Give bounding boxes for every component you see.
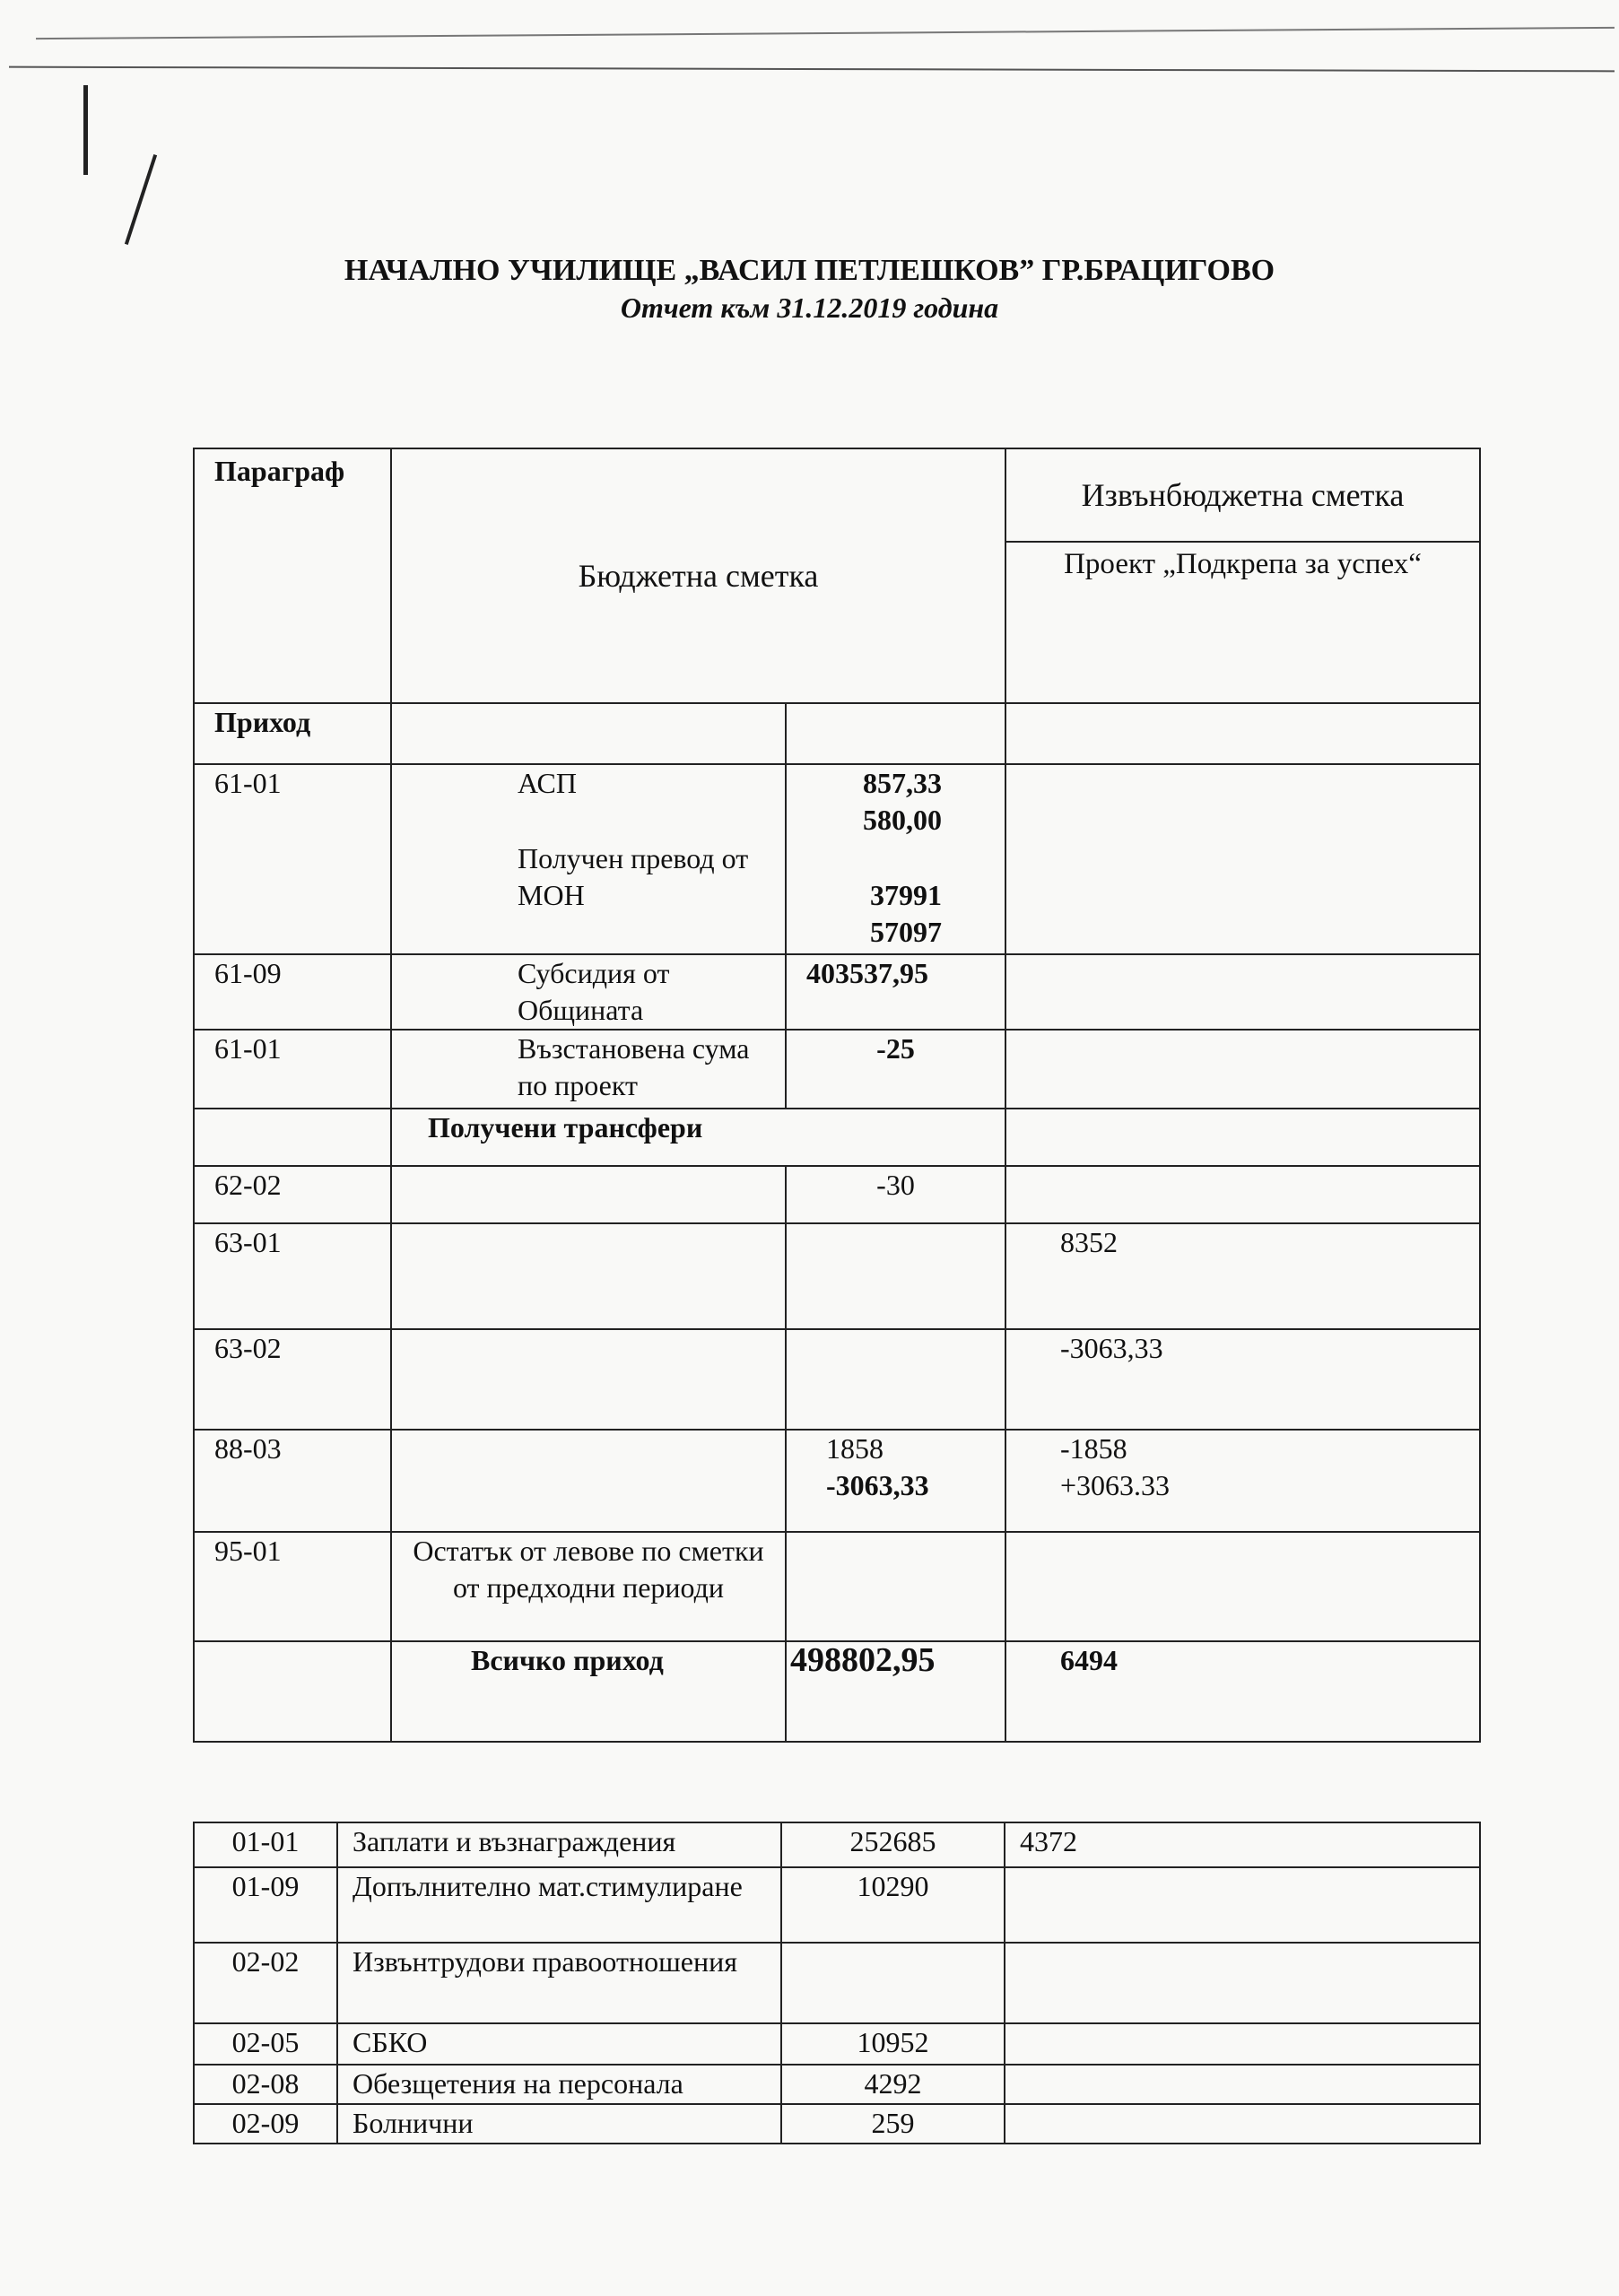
row-value: -3063,33 bbox=[826, 1469, 929, 1501]
table-row bbox=[194, 1867, 1480, 1943]
row-extra-value: -1858 bbox=[1060, 1432, 1127, 1465]
row-code: 63-01 bbox=[194, 1223, 391, 1329]
row-value: 580,00 bbox=[863, 804, 942, 836]
empty-cell bbox=[786, 1223, 1005, 1329]
row-label: Получени трансфери bbox=[391, 1109, 1005, 1166]
row-extra-value bbox=[1005, 1867, 1480, 1943]
table-row bbox=[194, 764, 1480, 954]
row-budget-value: 10952 bbox=[781, 2023, 1005, 2065]
empty-cell bbox=[1005, 1532, 1480, 1641]
row-budget-value: 4292 bbox=[781, 2065, 1005, 2104]
table-row bbox=[194, 2023, 1480, 2065]
row-code: 62-02 bbox=[194, 1166, 391, 1223]
table-row bbox=[194, 1166, 1480, 1223]
row-value: 37991 bbox=[870, 879, 942, 911]
empty-cell bbox=[391, 1166, 786, 1223]
total-income-value: 498802,95 bbox=[786, 1641, 1005, 1742]
row-extra-value bbox=[1005, 2023, 1480, 2065]
school-title: НАЧАЛНО УЧИЛИЩЕ „ВАСИЛ ПЕТЛЕШКОВ” ГР.БРАЦИГОВО bbox=[344, 254, 1275, 287]
scan-mark bbox=[83, 85, 88, 175]
row-value: 857,33 bbox=[863, 767, 942, 799]
row-label: Остатък от левове по сметки от предходни периоди bbox=[391, 1532, 786, 1641]
empty-cell bbox=[391, 1329, 786, 1430]
row-code: 61-01 bbox=[194, 1030, 391, 1109]
empty-cell bbox=[1005, 764, 1480, 954]
table-row bbox=[194, 1329, 1480, 1430]
row-label: Получен превод от МОН bbox=[518, 842, 749, 911]
row-value: 403537,95 bbox=[786, 954, 1005, 1030]
row-value: -25 bbox=[786, 1030, 1005, 1109]
empty-cell bbox=[786, 1329, 1005, 1430]
empty-cell bbox=[1005, 703, 1480, 764]
row-code: 01-01 bbox=[194, 1822, 337, 1867]
table-row bbox=[194, 954, 1480, 1030]
empty-cell bbox=[1005, 1030, 1480, 1109]
expense-table bbox=[193, 1822, 1481, 2144]
row-value: 1858 bbox=[826, 1432, 883, 1465]
row-label: Заплати и възнаграждения bbox=[337, 1822, 781, 1867]
table-row bbox=[194, 1943, 1480, 2023]
row-budget-value: 252685 bbox=[781, 1822, 1005, 1867]
income-table bbox=[193, 448, 1481, 1743]
row-extra-value: 4372 bbox=[1005, 1822, 1480, 1867]
scan-edge-line-top bbox=[36, 27, 1615, 39]
row-value: -30 bbox=[786, 1166, 1005, 1223]
row-label: Болнични bbox=[337, 2104, 781, 2144]
row-label: Субсидия от Общината bbox=[391, 954, 786, 1030]
table-row bbox=[194, 1532, 1480, 1641]
row-code: 63-02 bbox=[194, 1329, 391, 1430]
row-label: АСП bbox=[518, 767, 577, 799]
empty-cell bbox=[391, 1430, 786, 1532]
row-extra-value: -3063,33 bbox=[1005, 1329, 1480, 1430]
header-project: Проект „Подкрепа за успех“ bbox=[1005, 542, 1480, 703]
table-row bbox=[194, 1223, 1480, 1329]
row-label: Допълнително мат.стимулиране bbox=[337, 1867, 781, 1943]
row-budget-value: 10290 bbox=[781, 1867, 1005, 1943]
row-code: 88-03 bbox=[194, 1430, 391, 1532]
row-code: 02-08 bbox=[194, 2065, 337, 2104]
row-budget-value bbox=[781, 1943, 1005, 2023]
empty-cell bbox=[194, 1641, 391, 1742]
header-extrabudget-account: Извънбюджетна сметка bbox=[1005, 448, 1480, 542]
row-extra-value bbox=[1005, 1943, 1480, 2023]
table-row bbox=[194, 1822, 1480, 1867]
scan-edge-line bbox=[9, 66, 1615, 73]
report-subtitle: Отчет към 31.12.2019 година bbox=[620, 291, 999, 324]
row-extra-value bbox=[1005, 2104, 1480, 2144]
header-budget-account: Бюджетна сметка bbox=[391, 448, 1005, 703]
row-extra-value: 8352 bbox=[1005, 1223, 1480, 1329]
empty-cell bbox=[1005, 1166, 1480, 1223]
row-label: Всичко приход bbox=[391, 1641, 786, 1742]
table-row bbox=[194, 2104, 1480, 2144]
row-code: 02-02 bbox=[194, 1943, 337, 2023]
row-extra-value bbox=[1005, 2065, 1480, 2104]
empty-cell bbox=[786, 703, 1005, 764]
row-code: 61-01 bbox=[194, 764, 391, 954]
row-code: 02-09 bbox=[194, 2104, 337, 2144]
empty-cell bbox=[194, 1109, 391, 1166]
row-code: 02-05 bbox=[194, 2023, 337, 2065]
row-code: 01-09 bbox=[194, 1867, 337, 1943]
row-code: 61-09 bbox=[194, 954, 391, 1030]
empty-cell bbox=[1005, 1109, 1480, 1166]
section-income: Приход bbox=[194, 703, 391, 764]
row-label: Извънтрудови правоотношения bbox=[337, 1943, 781, 2023]
row-budget-value: 259 bbox=[781, 2104, 1005, 2144]
scan-mark bbox=[125, 154, 157, 245]
row-value: 57097 bbox=[870, 916, 942, 948]
empty-cell bbox=[391, 703, 786, 764]
row-code: 95-01 bbox=[194, 1532, 391, 1641]
row-extra-value: +3063.33 bbox=[1060, 1469, 1171, 1501]
row-label: Обезщетения на персонала bbox=[337, 2065, 781, 2104]
table-row bbox=[194, 1030, 1480, 1109]
table-row bbox=[194, 1109, 1480, 1166]
table-row bbox=[194, 2065, 1480, 2104]
empty-cell bbox=[1005, 954, 1480, 1030]
empty-cell bbox=[391, 1223, 786, 1329]
empty-cell bbox=[786, 1532, 1005, 1641]
table-row bbox=[194, 1430, 1480, 1532]
row-label: СБКО bbox=[337, 2023, 781, 2065]
table-row bbox=[194, 1641, 1480, 1742]
total-income-extra: 6494 bbox=[1005, 1641, 1480, 1742]
header-paragraph: Параграф bbox=[194, 448, 391, 703]
row-label: Възстановена сума по проект bbox=[391, 1030, 786, 1109]
